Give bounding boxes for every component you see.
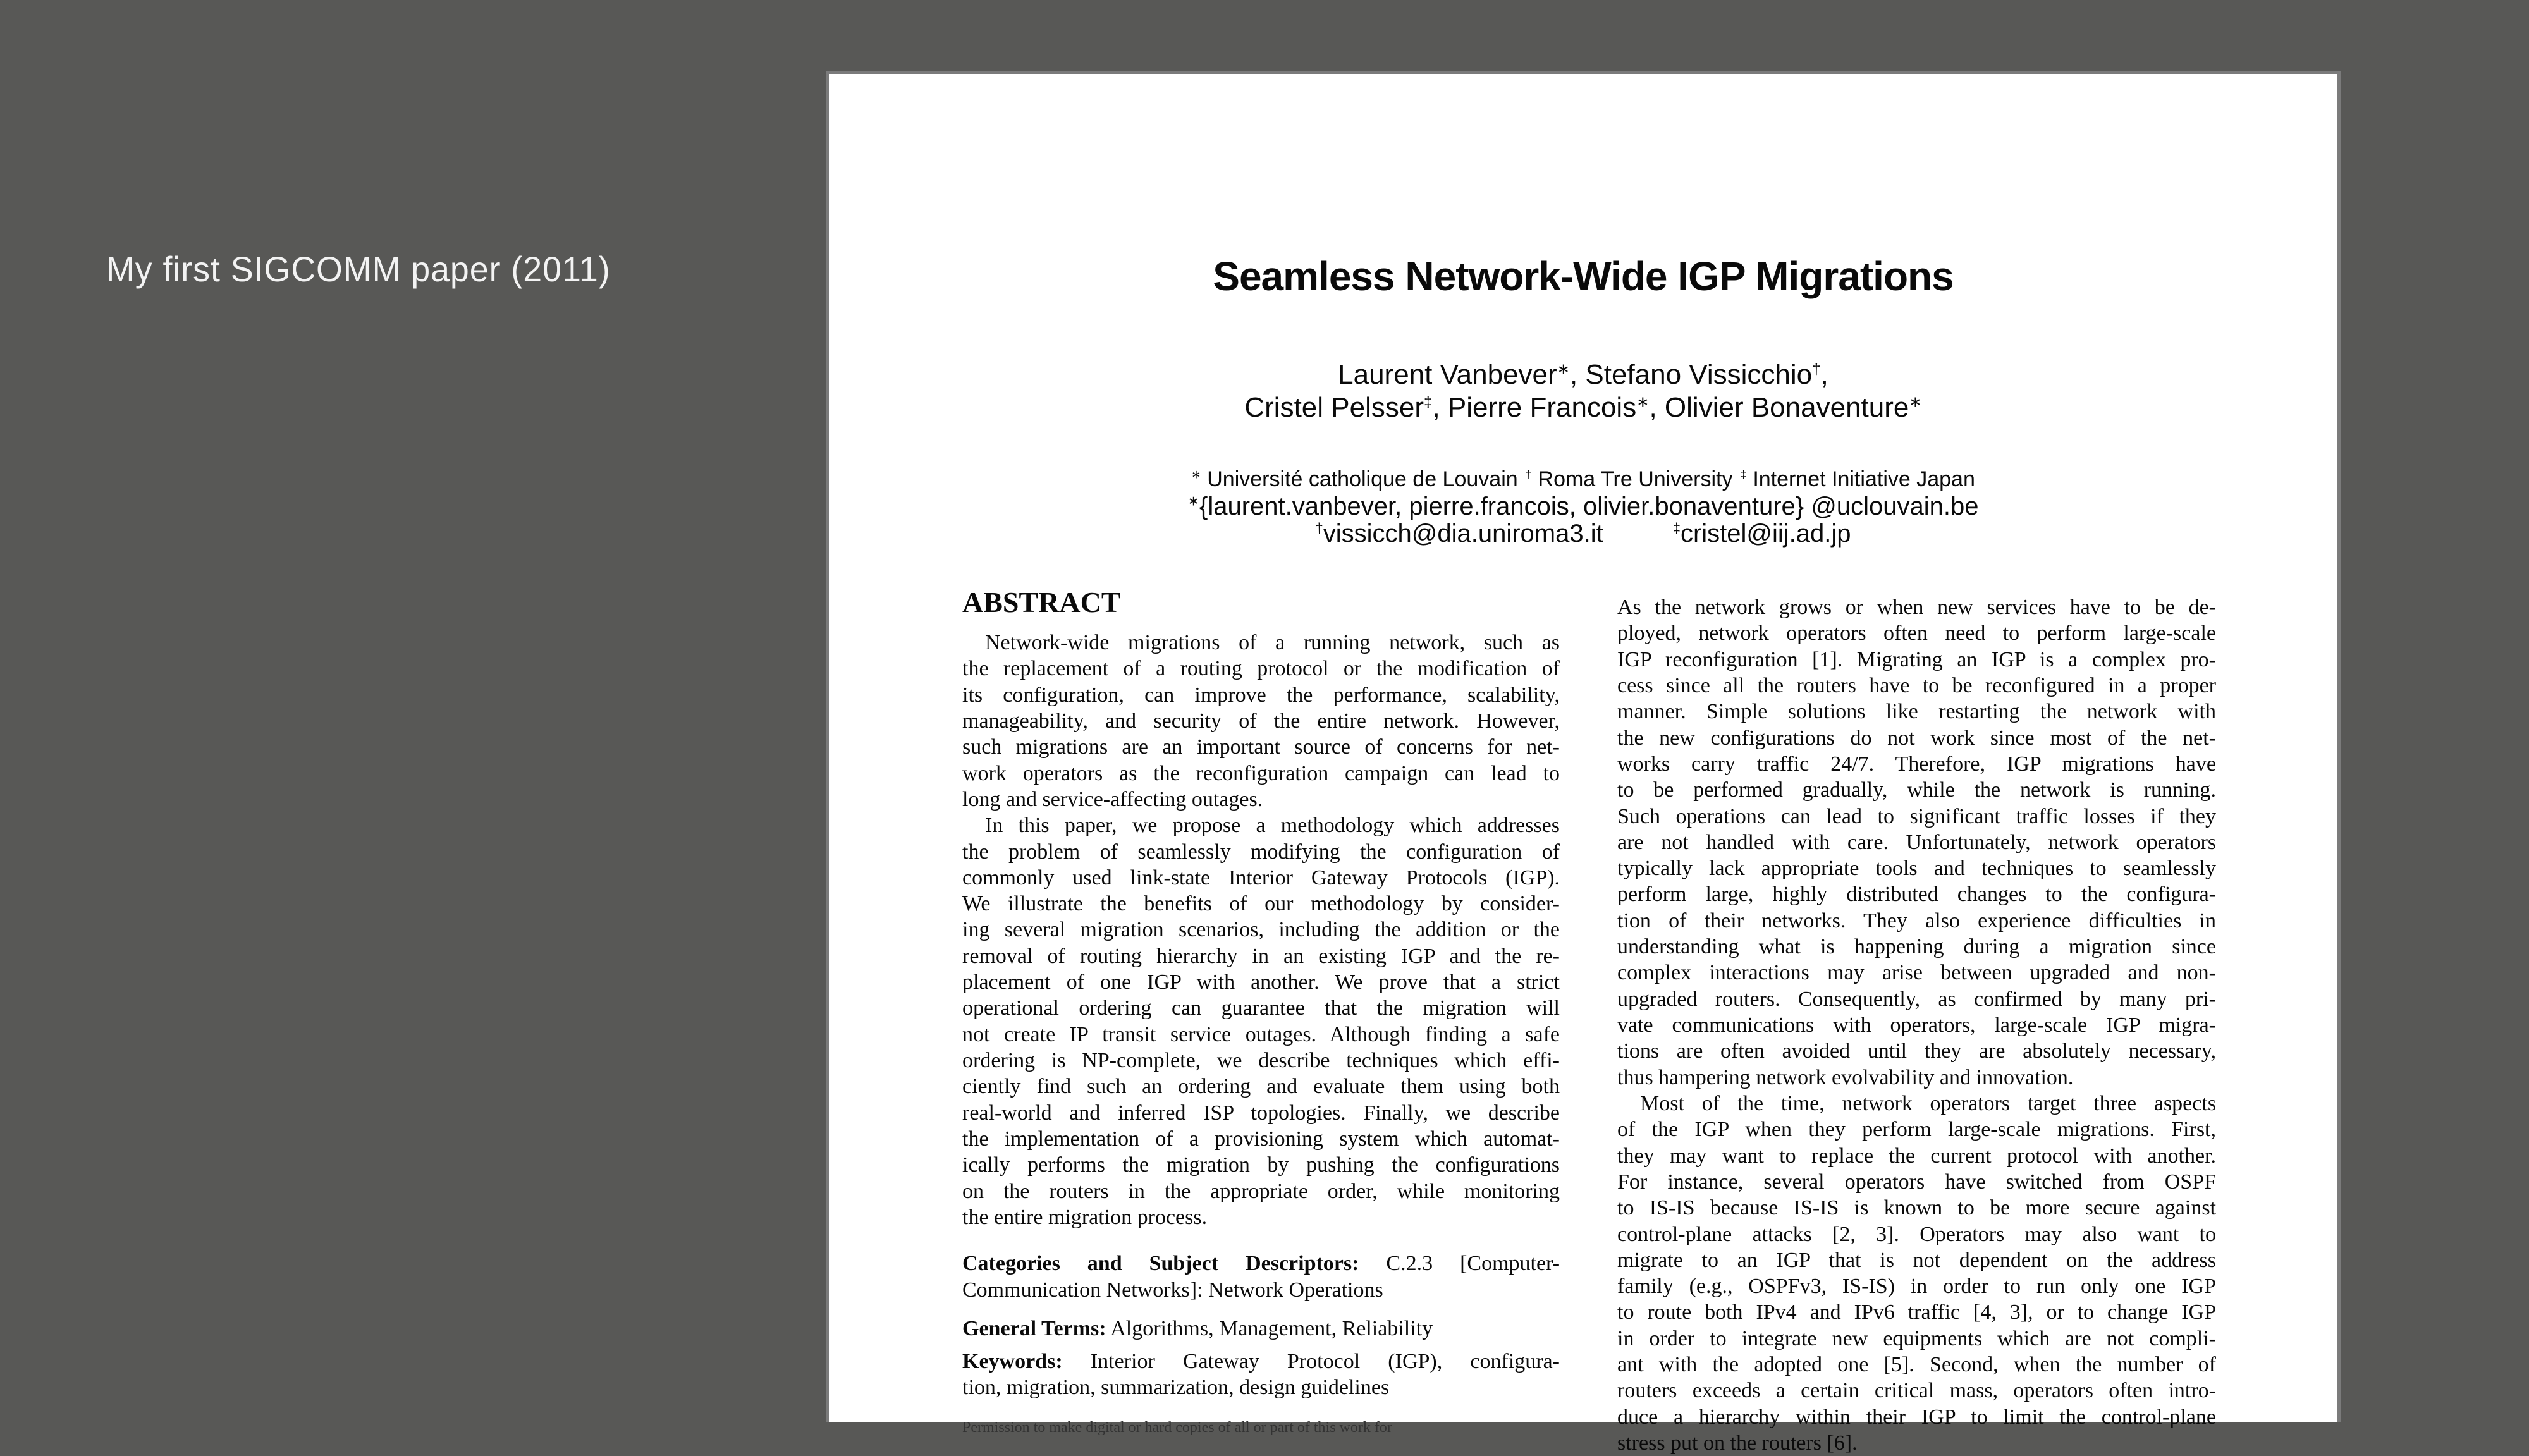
right-column [1617, 594, 2216, 1456]
affiliation-group: † Roma Tre University [1525, 467, 1733, 491]
text-line: IGP reconfiguration [1]. Migrating an IGP is a complex pro- [1617, 647, 2216, 671]
text-line: tion of their networks. They also experience difficulties in [1617, 908, 2216, 933]
text-line: ciently find such an ordering and evaluate them using both [962, 1075, 1560, 1099]
text-line: General Terms: Algorithms, Management, Reliability [962, 1316, 1433, 1340]
affiliation-mark: ‡ [1672, 520, 1681, 536]
affiliation-line [829, 493, 2337, 520]
paper-title: Seamless Network-Wide IGP Migrations [1213, 254, 1954, 299]
intro-paragraph [1617, 1091, 2216, 1456]
text-line: ing several migration scenarios, including the addition or the [962, 918, 1560, 942]
author-line: Cristel Pelsser‡, Pierre Francois∗, Olivier Bonaventure∗ [1244, 392, 1922, 423]
text-line: commonly used link-state Interior Gateway Protocols (IGP). [962, 866, 1560, 890]
text-line: tion, migration, summarization, design guidelines [962, 1376, 1390, 1400]
text-line: such migrations are an important source of concerns for net- [962, 735, 1560, 759]
slide-caption: My first SIGCOMM paper (2011) [106, 249, 611, 289]
text-line: perform large, highly distributed changes to the configura- [1617, 883, 2216, 907]
text-line: complex interactions may arise between upgraded and non- [1617, 961, 2216, 985]
affiliation-line [829, 466, 2337, 493]
text-line: duce a hierarchy within their IGP to limit the control-plane [1617, 1405, 2216, 1429]
text-line: operational ordering can guarantee that the migration will [962, 996, 1560, 1020]
text-line: ant with the adopted one [5]. Second, when the number of [1617, 1353, 2216, 1377]
meta-block [962, 1251, 1560, 1303]
text-line: to route both IPv4 and IPv6 traffic [4, 3], or to change IGP [1617, 1300, 2216, 1324]
text-line: the entire migration process. [962, 1205, 1208, 1229]
text-line: long and service-affecting outages. [962, 787, 1263, 811]
paper-authors [829, 358, 2337, 424]
text-line: control-plane attacks [2, 3]. Operators may also want to [1617, 1222, 2216, 1246]
left-column [962, 588, 1560, 1401]
affiliation-group: ∗{laurent.vanbever, pierre.francois, olivier.bonaventure} @uclouvain.be [1187, 492, 1979, 520]
author-affiliation-mark: ∗ [1557, 360, 1570, 378]
text-line: in order to integrate new equipments which are not compli- [1617, 1326, 2216, 1350]
affiliation-mark: † [1315, 520, 1323, 536]
text-line: the problem of seamlessly modifying the configuration of [962, 840, 1560, 864]
intro-paragraphs [1617, 594, 2216, 1456]
author-affiliation-mark: ‡ [1423, 393, 1433, 411]
meta-label: Categories and Subject Descriptors: [962, 1252, 1359, 1276]
text-line: are not handled with care. Unfortunately, network operators [1617, 830, 2216, 854]
text-line: to IS-IS because IS-IS is known to be more secure against [1617, 1196, 2216, 1220]
text-line: on the routers in the appropriate order, while monitoring [962, 1179, 1560, 1203]
author-affiliation-mark: ∗ [1909, 393, 1922, 411]
text-line: typically lack appropriate tools and techniques to seamlessly [1617, 857, 2216, 881]
meta-block [962, 1349, 1560, 1401]
affiliation-group: ‡ Internet Initiative Japan [1740, 467, 1975, 491]
text-line: Network-wide migrations of a running network, such as [985, 631, 1560, 654]
text-line: its configuration, can improve the performance, scalability, [962, 683, 1560, 707]
text-line: they may want to replace the current protocol with another. [1617, 1144, 2216, 1168]
text-line: Most of the time, network operators target three aspects [1640, 1091, 2216, 1115]
text-line: real-world and inferred ISP topologies. Finally, we describe [962, 1101, 1560, 1125]
abstract-paragraph [962, 630, 1560, 812]
text-line: manageability, and security of the entire network. However, [962, 709, 1560, 733]
text-line: of the IGP when they perform large-scale migrations. First, [1617, 1118, 2216, 1142]
text-line: works carry traffic 24/7. Therefore, IGP migrations have [1617, 752, 2216, 776]
meta-blocks [962, 1251, 1560, 1401]
text-line: understanding what is happening during a migration since [1617, 935, 2216, 959]
abstract-heading: ABSTRACT [962, 586, 1121, 618]
affiliation-mark: ∗ [1187, 492, 1199, 509]
text-line: We illustrate the benefits of our methodology by consider- [962, 892, 1560, 916]
affiliation-mark: ‡ [1740, 467, 1747, 481]
text-line: ordering is NP-complete, we describe techniques which effi- [962, 1049, 1560, 1072]
text-line: upgraded routers. Consequently, as confirmed by many pri- [1617, 987, 2216, 1011]
paper-affiliations [829, 466, 2337, 548]
text-line: the new configurations do not work since most of the net- [1617, 726, 2216, 750]
text-line: removal of routing hierarchy in an existing IGP and the re- [962, 944, 1560, 968]
abstract-paragraph [962, 812, 1560, 1230]
affiliation-line [829, 520, 2337, 548]
text-line: manner. Simple solutions like restarting the network with [1617, 700, 2216, 724]
affiliation-group: †vissicch@dia.uniroma3.it [1315, 520, 1603, 548]
abstract-paragraphs [962, 630, 1560, 1230]
affiliation-mark: ∗ [1191, 467, 1201, 481]
author-affiliation-mark: † [1812, 360, 1821, 378]
meta-block [962, 1316, 1560, 1342]
text-line: not create IP transit service outages. Although finding a safe [962, 1022, 1560, 1046]
text-line: In this paper, we propose a methodology which addresses [985, 814, 1560, 838]
footnote-partial-text: Permission to make digital or hard copies of all or part of this work for [962, 1419, 1392, 1436]
meta-label: Keywords: [962, 1350, 1063, 1374]
text-line: As the network grows or when new services have to be de- [1617, 596, 2216, 619]
text-line: For instance, several operators have switched from OSPF [1617, 1170, 2216, 1194]
author-affiliation-mark: ∗ [1636, 393, 1650, 411]
affiliation-group: ∗ Université catholique de Louvain [1191, 467, 1518, 491]
text-line: ically performs the migration by pushing the configurations [962, 1153, 1560, 1177]
text-line: vate communications with operators, large-scale IGP migra- [1617, 1013, 2216, 1037]
text-line: to be performed gradually, while the network is running. [1617, 778, 2216, 802]
text-line: the implementation of a provisioning system which automat- [962, 1127, 1560, 1151]
intro-paragraph [1617, 594, 2216, 1091]
text-line: cess since all the routers have to be reconfigured in a proper [1617, 673, 2216, 697]
text-line: ployed, network operators often need to perform large-scale [1617, 621, 2216, 645]
author-line: Laurent Vanbever∗, Stefano Vissicchio†, [1338, 359, 1828, 390]
meta-label: General Terms: [962, 1316, 1106, 1340]
text-line: thus hampering network evolvability and innovation. [1617, 1065, 2074, 1089]
text-line: placement of one IGP with another. We prove that a strict [962, 970, 1560, 994]
text-line: family (e.g., OSPFv3, IS-IS) in order to run only one IGP [1617, 1275, 2216, 1299]
paper-page [826, 71, 2341, 1455]
affiliation-mark: † [1525, 467, 1533, 481]
text-line: migrate to an IGP that is not dependent on the address [1617, 1248, 2216, 1272]
text-line: Communication Networks]: Network Operations [962, 1278, 1383, 1302]
text-line: Such operations can lead to significant traffic losses if they [1617, 804, 2216, 828]
text-line: Categories and Subject Descriptors: C.2.3 [Computer- [962, 1252, 1560, 1276]
text-line: stress put on the routers [6]. [1617, 1431, 1858, 1455]
text-line: the replacement of a routing protocol or the modification of [962, 657, 1560, 681]
affiliation-group: ‡cristel@iij.ad.jp [1672, 520, 1851, 548]
text-line: Keywords: Interior Gateway Protocol (IGP), configura- [962, 1350, 1560, 1374]
text-line: work operators as the reconfiguration campaign can lead to [962, 761, 1560, 785]
text-line: tions are often avoided until they are absolutely necessary, [1617, 1039, 2216, 1063]
text-line: routers exceeds a certain critical mass, operators often intro- [1617, 1379, 2216, 1403]
